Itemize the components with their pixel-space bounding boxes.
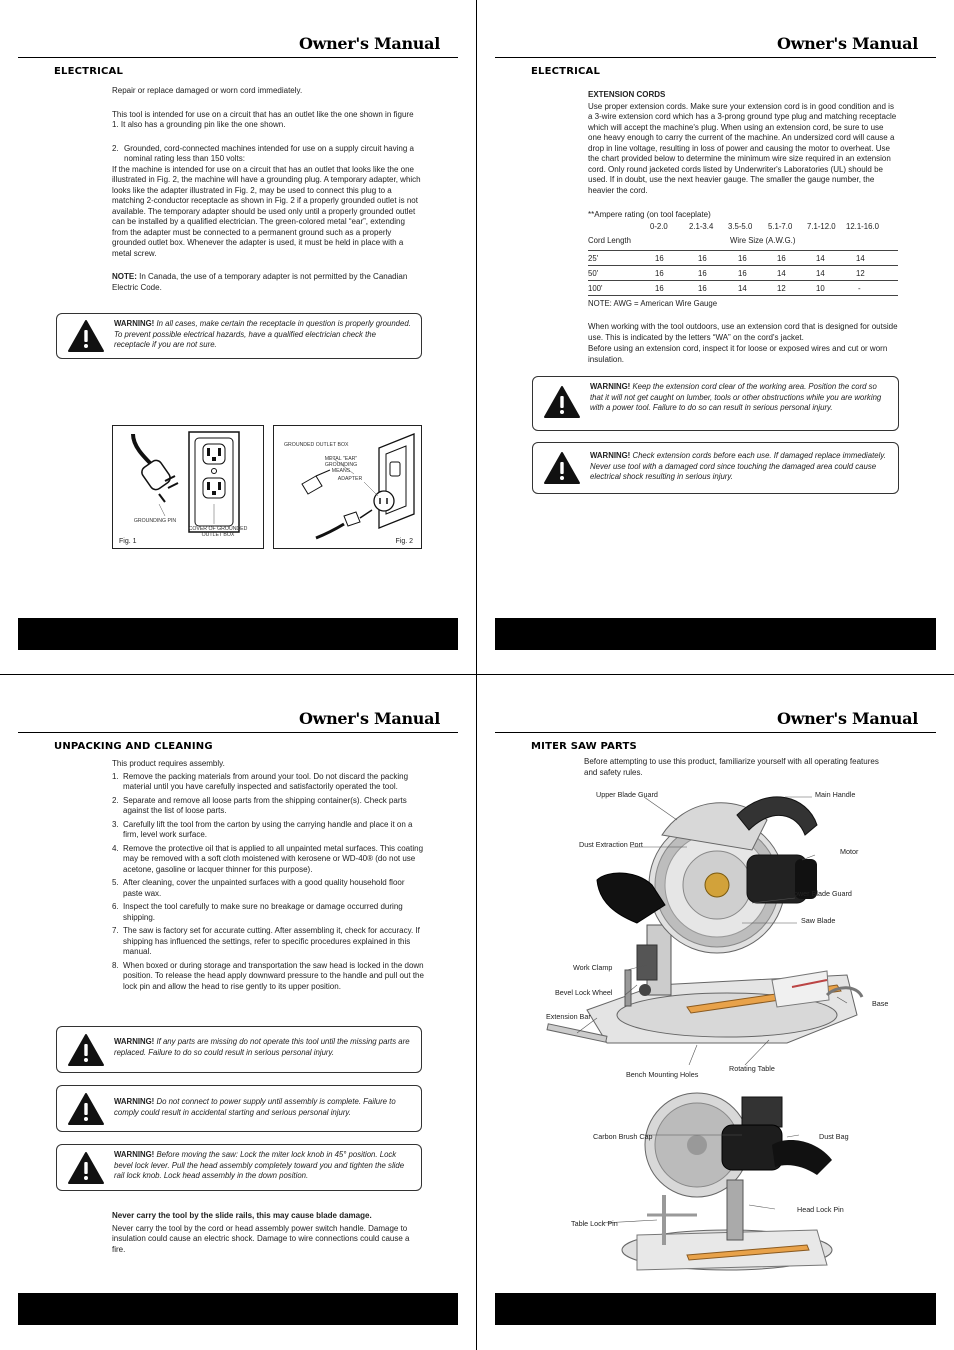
- column-header: [588, 234, 898, 251]
- intro: This product requires assembly.: [112, 759, 225, 768]
- warning-label: WARNING!: [590, 451, 631, 460]
- brand-title: Owner's Manual: [776, 709, 918, 728]
- header-rule: [18, 732, 458, 733]
- carbon-brush-cap-label: Carbon Brush Cap: [593, 1132, 653, 1141]
- amp-range-header: [588, 222, 898, 234]
- numbered-paragraph: [112, 144, 422, 165]
- header-rule: [495, 732, 936, 733]
- warning-text: [114, 319, 414, 351]
- amp-range: 0-2.0: [650, 222, 668, 231]
- table-cell: 12: [777, 284, 786, 293]
- table-cell: 25': [588, 254, 599, 263]
- footer-bar: [18, 618, 458, 650]
- motor-label: Motor: [840, 847, 859, 856]
- rotating-table-label: Rotating Table: [729, 1064, 775, 1073]
- list-item: [112, 772, 424, 793]
- paragraph: Grounded, cord-connected machines intended for use on a supply circuit having a nominal rating less than 150 volts:: [124, 143, 414, 163]
- warning-message: Check extension cords before each use. If damaged replace immediately. Never use tool with a damaged cord since touching the damaged area could cause electrical shock resulting in serious injury.: [590, 451, 886, 481]
- body-text: [588, 90, 898, 221]
- item-number: 2.: [112, 795, 119, 805]
- page-electrical-2: [477, 0, 954, 675]
- warning-box: [56, 1085, 422, 1132]
- item-number: 7.: [112, 926, 119, 935]
- warning-label: WARNING!: [114, 319, 155, 328]
- item-text: The saw is factory set for accurate cutting. After assembling it, check for accuracy. If shipping has influenced the settings, refer to specific procedures explained in this manual.: [123, 926, 420, 956]
- table-cell: -: [858, 284, 861, 293]
- warning-label: WARNING!: [114, 1037, 155, 1046]
- adapter-label: ADAPTER: [337, 476, 363, 482]
- table-cell: 16: [655, 269, 664, 278]
- amp-range: 2.1-3.4: [689, 222, 714, 231]
- wire-size-label: Wire Size (A.W.G.): [730, 236, 796, 245]
- paragraph: When working with the tool outdoors, use an extension cord that is designed for outside use. This is indicated by the letters “WA” on the cord's jacket.: [588, 322, 898, 342]
- list-item: [112, 796, 424, 817]
- item-text: After cleaning, cover the unpainted surfaces with a good quality household floor paste wax.: [123, 878, 405, 898]
- warning-message: Do not connect to power supply until assembly is complete. Failure to comply could result in accidental starting and serious personal injury.: [114, 1097, 396, 1117]
- bench-mounting-holes-label: Bench Mounting Holes: [626, 1070, 699, 1079]
- table-cell: 14: [856, 254, 865, 263]
- body-text: [112, 1211, 422, 1255]
- body-text: [112, 759, 424, 995]
- item-number: 4.: [112, 843, 119, 853]
- footer-bar: [495, 1293, 936, 1325]
- item-number: 3.: [112, 819, 119, 829]
- table-cell: 16: [655, 284, 664, 293]
- warning-text: [114, 1097, 414, 1118]
- page-unpacking: [0, 675, 477, 1350]
- warning-triangle-icon: [67, 1033, 105, 1067]
- table-row: [588, 251, 898, 266]
- grounded-outlet-box-label: GROUNDED OUTLET BOX: [284, 442, 349, 448]
- list-item: [112, 878, 424, 899]
- warning-box: [56, 1026, 422, 1073]
- footer-bar: [18, 1293, 458, 1325]
- warning-message: Keep the extension cord clear of the working area. Position the cord so that it will not get caught on lumber, tools or other obstructions while you are working with a power tool. Failure to do so can result in serious personal injury.: [590, 382, 882, 412]
- brand-title: Owner's Manual: [298, 34, 440, 53]
- warning-text: [590, 451, 890, 483]
- table-cell: 14: [816, 269, 825, 278]
- list-item: [112, 961, 424, 993]
- item-number: 6.: [112, 902, 119, 911]
- steps-list: [112, 772, 424, 993]
- table-cell: 100': [588, 284, 603, 293]
- section-title: ELECTRICAL: [54, 66, 124, 77]
- figure-2: [273, 425, 422, 549]
- warning-label: WARNING!: [590, 382, 631, 391]
- warning-triangle-icon: [67, 1151, 105, 1185]
- miter-saw-side-illustration: [577, 1085, 867, 1285]
- paragraph: Repair or replace damaged or worn cord immediately.: [112, 86, 303, 95]
- table-cell: 14: [777, 269, 786, 278]
- table-cell: 16: [738, 269, 747, 278]
- brand-title: Owner's Manual: [298, 709, 440, 728]
- table-row: [588, 266, 898, 281]
- bold-note: Never carry the tool by the slide rails, this may cause blade damage.: [112, 1211, 372, 1220]
- table-cell: 14: [738, 284, 747, 293]
- list-item: [112, 926, 424, 958]
- warning-text: [114, 1150, 414, 1182]
- paragraph: Use proper extension cords. Make sure your extension cord is in good condition and is a 3-wire extension cord which has a 3-prong ground type plug and matching receptacle which will accept the machine's plug. When using an extension cord, be sure to use one heavy enough to carry the current of the machine. An undersized cord will cause a drop in line voltage, resulting in loss of power and causing the motor to overheat. Use the chart provided below to determine the minimum wire size required in an extension cord. Only round jacketed cords listed by Underwriter's Laboratories (UL) should be used. If in doubt, use the next heavier gauge. The smaller the gauge number, the heavier the cord.: [588, 101, 897, 195]
- warning-triangle-icon: [67, 1092, 105, 1126]
- table-cell: 16: [698, 284, 707, 293]
- list-item: [112, 820, 424, 841]
- cover-label: COVER OF GROUNDED OUTLET BOX: [188, 526, 248, 538]
- ampere-label: **Ampere rating (on tool faceplate): [588, 210, 711, 219]
- grounding-pin-label: GROUNDING PIN: [133, 518, 177, 524]
- paragraph: If the machine is intended for use on a circuit that has an outlet that looks like the one illustrated in Fig. 2, the machine will have a grounding plug. A temporary adapter, which looks like the adapter illustrated in Fig. 2, may be used to connect this plug to a matching 2-conductor receptacle as shown in Fig. 2 if a properly grounded outlet is not available. The temporary adapter should be used only until a properly grounded outlet can be installed by a qualified electrician. The green-colored metal “ear”, extending from the adapter must be connected to a permanent ground such as a properly grounded outlet box. Whenever the adapter is used, it must be held in place with a metal screw.: [112, 164, 421, 258]
- section-title: MITER SAW PARTS: [531, 741, 637, 752]
- paragraph: This tool is intended for use on a circuit that has an outlet like the one shown in figure 1. It also has a grounding pin like the one shown.: [112, 109, 414, 129]
- warning-label: WARNING!: [114, 1150, 155, 1159]
- warning-box: [56, 313, 422, 359]
- metal-ear-label: METAL "EAR" GROUNDING MEANS: [324, 456, 358, 474]
- item-text: Separate and remove all loose parts from the shipping container(s). Check parts against the list of loose parts.: [123, 795, 407, 815]
- amp-range: 3.5-5.0: [728, 222, 753, 231]
- table-cell: 16: [698, 269, 707, 278]
- cord-length-label: Cord Length: [588, 236, 631, 245]
- warning-message: In all cases, make certain the receptacle in question is properly grounded. To prevent possible electrical hazards, have a qualified electrician check the receptacle if you are not sure.: [114, 319, 411, 349]
- saw-blade-label: Saw Blade: [801, 916, 836, 925]
- table-cell: 16: [738, 254, 747, 263]
- warning-message: Before moving the saw: Lock the miter lock knob in 45° position. Lock bevel lock lever. Pull the head assembly completely toward you and tighten the slide rail lock knob. Lock head assembly in the down position.: [114, 1150, 405, 1180]
- brand-title: Owner's Manual: [776, 34, 918, 53]
- table-cell: 16: [655, 254, 664, 263]
- list-item: [112, 902, 424, 923]
- body-text: [112, 86, 422, 299]
- dust-extraction-port-label: Dust Extraction Port: [579, 840, 643, 849]
- work-clamp-label: Work Clamp: [573, 963, 613, 972]
- section-title: ELECTRICAL: [531, 66, 601, 77]
- warning-box: [56, 1144, 422, 1191]
- item-text: Carefully lift the tool from the carton by using the carrying handle and place it on a firm, level work surface.: [123, 819, 413, 839]
- amp-range: 7.1-12.0: [807, 222, 836, 231]
- upper-blade-guard-label: Upper Blade Guard: [596, 790, 658, 799]
- paragraph: Never carry the tool by the cord or head assembly power switch handle. Damage to insulation could cause an electric shock. Damage to wire connections could cause a fire.: [112, 1223, 410, 1254]
- subheading: EXTENSION CORDS: [588, 90, 666, 99]
- extension-cord-table: [588, 222, 898, 308]
- extension-bar-label: Extension Bar: [546, 1012, 591, 1021]
- warning-label: WARNING!: [114, 1097, 155, 1106]
- figure-caption: Fig. 1: [119, 538, 137, 545]
- note-text: In Canada, the use of a temporary adapter is not permitted by the Canadian Electric Code.: [112, 272, 408, 292]
- page-electrical-1: [0, 0, 477, 675]
- table-cell: 10: [816, 284, 825, 293]
- item-number: 1.: [112, 771, 119, 781]
- bevel-lock-wheel-label: Bevel Lock Wheel: [555, 988, 613, 997]
- header-rule: [18, 57, 458, 58]
- warning-text: [590, 382, 890, 414]
- table-cell: 14: [816, 254, 825, 263]
- body-text: [588, 322, 898, 371]
- item-text: Remove the protective oil that is applied to all unpainted metal surfaces. This coating may be removed with a soft cloth moistened with kerosene or WD-40® (do not use acetone, gasoline or lacquer thinner for this purpose).: [123, 843, 424, 874]
- warning-triangle-icon: [543, 451, 581, 485]
- section-title: UNPACKING AND CLEANING: [54, 741, 213, 752]
- lower-blade-guard-label: Lower Blade Guard: [790, 889, 852, 898]
- table-cell: 50': [588, 269, 599, 278]
- amp-range: 5.1-7.0: [768, 222, 793, 231]
- item-text: When boxed or during storage and transportation the saw head is locked in the down position. To release the head apply downward pressure to the handle and pull out the lock pin and allow the head to rise gently to its upper position.: [123, 960, 424, 991]
- dust-bag-label: Dust Bag: [819, 1132, 849, 1141]
- main-handle-label: Main Handle: [815, 790, 856, 799]
- base-label: Base: [872, 999, 889, 1008]
- warning-message: If any parts are missing do not operate this tool until the missing parts are replaced. Failure to do so could result in serious personal injury.: [114, 1037, 410, 1057]
- paragraph: Before using an extension cord, inspect it for loose or exposed wires and cut or worn insulation.: [588, 344, 888, 364]
- footer-bar: [495, 618, 936, 650]
- intro: Before attempting to use this product, familiarize yourself with all operating features and safety rules.: [584, 757, 879, 777]
- table-cell: 16: [698, 254, 707, 263]
- warning-text: [114, 1037, 414, 1058]
- warning-triangle-icon: [67, 319, 105, 353]
- warning-box: [532, 376, 899, 431]
- figure-1: [112, 425, 264, 549]
- list-item: [112, 844, 424, 876]
- table-cell: 16: [777, 254, 786, 263]
- item-number: 8.: [112, 960, 119, 970]
- table-row: [588, 281, 898, 296]
- warning-triangle-icon: [543, 385, 581, 419]
- figure-caption: Fig. 2: [395, 538, 413, 545]
- table-note: NOTE: AWG = American Wire Gauge: [588, 299, 718, 308]
- header-rule: [495, 57, 936, 58]
- table-lock-pin-label: Table Lock Pin: [571, 1219, 618, 1228]
- item-text: Remove the packing materials from around your tool. Do not discard the packing material until you have carefully inspected and satisfactorily operated the tool.: [123, 771, 409, 791]
- page-miter-saw-parts: [477, 675, 954, 1350]
- table-cell: 12: [856, 269, 865, 278]
- note-label: NOTE:: [112, 272, 137, 281]
- item-number: 5.: [112, 878, 119, 887]
- item-number: 2.: [112, 143, 119, 153]
- note: [112, 272, 422, 293]
- item-text: Inspect the tool carefully to make sure no breakage or damage occurred during shipping.: [123, 902, 403, 922]
- amp-range: 12.1-16.0: [846, 222, 879, 231]
- head-lock-pin-label: Head Lock Pin: [797, 1205, 844, 1214]
- warning-box: [532, 442, 899, 494]
